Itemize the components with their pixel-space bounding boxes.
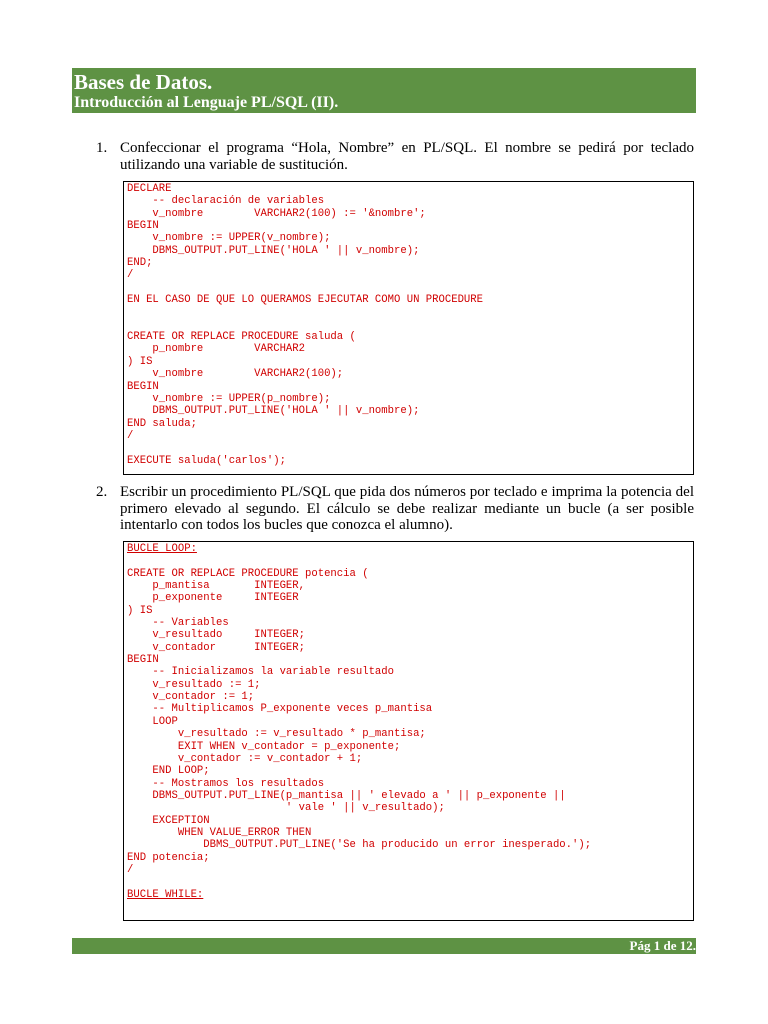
code-line: v_nombre := UPPER(p_nombre); (127, 392, 331, 405)
code-line: v_nombre := UPPER(v_nombre); (127, 232, 331, 245)
code-line: p_exponente INTEGER (127, 592, 299, 605)
code-line (127, 876, 690, 888)
document-subtitle: Introducción al Lenguaje PL/SQL (II). (74, 94, 339, 111)
code-line: v_resultado := v_resultado * p_mantisa; (127, 728, 426, 741)
exercise-1-text: Confeccionar el programa “Hola, Nombre” en PL/SQL. El nombre se pedirá por teclado utilizando una variable de sustitución. (120, 140, 694, 173)
page-number: Pág 1 de 12. (629, 938, 696, 953)
code-line: END LOOP; (127, 765, 210, 778)
code-line: v_resultado := 1; (127, 678, 261, 691)
code-line: v_nombre VARCHAR2(100); (127, 368, 344, 381)
code-line: p_mantisa INTEGER, (127, 580, 306, 593)
code-line: DECLARE (127, 183, 172, 195)
code-line: / (127, 269, 134, 282)
code-line: ) IS (127, 355, 153, 368)
code-line: CREATE OR REPLACE PROCEDURE saluda ( (127, 331, 356, 344)
code-line: -- Variables (127, 617, 229, 630)
exercise-2-text: Escribir un procedimiento PL/SQL que pida dos números por teclado e imprima la potencia del primero elevado al segundo. El cálculo se debe realizar mediante un bucle (a ser posible intentarlo con todos los bucles que conozca el alumno). (120, 484, 694, 533)
code-line: -- Mostramos los resultados (127, 777, 325, 790)
code-line: v_contador INTEGER; (127, 641, 306, 654)
code-line: EXIT WHEN v_contador = p_exponente; (127, 740, 401, 753)
code-line: v_contador := 1; (127, 691, 255, 704)
code-line (127, 306, 690, 318)
code-line: DBMS_OUTPUT.PUT_LINE('HOLA ' || v_nombre); (127, 405, 420, 418)
code-line: BUCLE WHILE: (127, 888, 204, 901)
code-line (127, 319, 690, 331)
code-line: BEGIN (127, 654, 159, 667)
code-line: END potencia; (127, 851, 210, 864)
exercise-2-statement (96, 484, 694, 534)
code-line: ' vale ' || v_resultado); (127, 802, 445, 815)
code-line: v_contador := v_contador + 1; (127, 752, 363, 765)
exercise-1-number: 1. (96, 140, 108, 156)
code-line: ) IS (127, 604, 153, 617)
code-line: / (127, 863, 134, 876)
exercise-1-code-box (123, 181, 694, 475)
document-header (72, 68, 696, 113)
code-line: EN EL CASO DE QUE LO QUERAMOS EJECUTAR COMO UN PROCEDURE (127, 294, 484, 307)
code-line: v_nombre VARCHAR2(100) := '&nombre'; (127, 207, 426, 220)
code-line: -- Inicializamos la variable resultado (127, 666, 395, 679)
code-line: EXECUTE saluda('carlos'); (127, 454, 286, 467)
code-line: BUCLE LOOP: (127, 543, 197, 555)
code-line (127, 282, 690, 294)
exercise-2-number: 2. (96, 484, 108, 500)
exercise-2-code-box (123, 541, 694, 921)
code-line: -- Multiplicamos P_exponente veces p_mantisa (127, 703, 433, 716)
code-line: LOOP (127, 715, 178, 728)
code-line: EXCEPTION (127, 814, 210, 827)
exercise-2-code (124, 542, 693, 902)
page-footer (72, 938, 696, 954)
code-line: / (127, 429, 134, 442)
code-line: END saluda; (127, 417, 197, 430)
code-line: -- declaración de variables (127, 195, 325, 208)
exercise-1-statement (96, 140, 694, 173)
exercise-1-code (124, 182, 693, 468)
code-line: v_resultado INTEGER; (127, 629, 306, 642)
document-title: Bases de Datos. (74, 70, 213, 94)
code-line: DBMS_OUTPUT.PUT_LINE('HOLA ' || v_nombre); (127, 244, 420, 257)
code-line: DBMS_OUTPUT.PUT_LINE(p_mantisa || ' elevado a ' || p_exponente || (127, 789, 566, 802)
code-line (127, 442, 690, 454)
code-line: END; (127, 257, 153, 270)
code-line: p_nombre VARCHAR2 (127, 343, 306, 356)
code-line: CREATE OR REPLACE PROCEDURE potencia ( (127, 567, 369, 580)
code-line: WHEN VALUE_ERROR THEN (127, 826, 312, 839)
code-line: DBMS_OUTPUT.PUT_LINE('Se ha producido un error inesperado.'); (127, 839, 592, 852)
code-line (127, 555, 690, 567)
code-line: BEGIN (127, 220, 159, 233)
code-line: BEGIN (127, 380, 159, 393)
